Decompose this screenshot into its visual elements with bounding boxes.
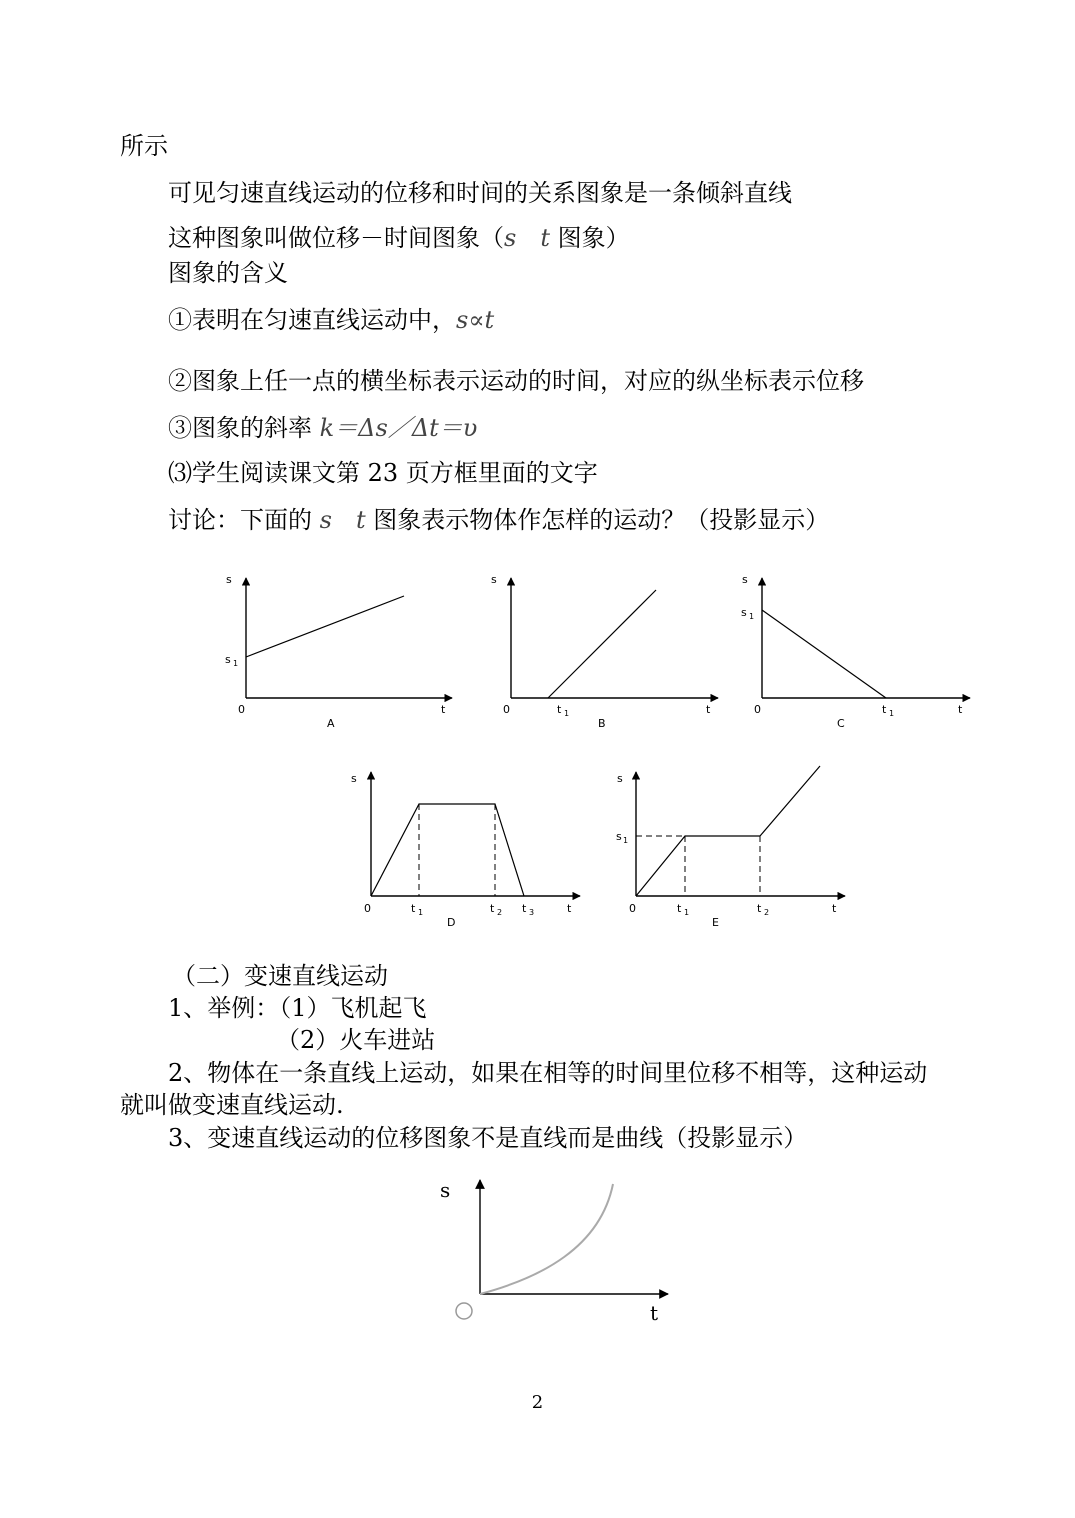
- graph-c-caption: C: [837, 717, 845, 730]
- graph-e-t2-label: t: [757, 902, 762, 915]
- graph-a-origin: 0: [238, 703, 245, 716]
- text-definition-1: 2、物体在一条直线上运动，如果在相等的时间里位移不相等，这种运动: [168, 1059, 928, 1087]
- graph-e-s1-sub: 1: [623, 836, 629, 845]
- text-discussion: 讨论：下面的 s t 图象表示物体作怎样的运动？（投影显示）: [168, 506, 830, 534]
- st-graphs-figure: [0, 560, 1075, 940]
- text-meaning-2: ②图象上任一点的横坐标表示运动的时间，对应的纵坐标表示位移: [168, 367, 864, 395]
- graph-d-t2-sub: 2: [497, 908, 503, 917]
- curve-s-label: s: [440, 1178, 451, 1202]
- graph-b-caption: B: [598, 717, 606, 730]
- graph-d-origin: 0: [364, 902, 371, 915]
- graph-a-caption: A: [327, 717, 335, 730]
- graph-d-t-label: t: [567, 902, 572, 915]
- section-variable-motion-heading: （二）变速直线运动: [172, 962, 388, 990]
- graph-e-caption: E: [712, 916, 719, 929]
- graph-d: [351, 772, 580, 929]
- curve-origin-marker: [456, 1303, 472, 1319]
- graph-d-caption: D: [447, 916, 456, 929]
- text-reading: ⑶学生阅读课文第 23 页方框里面的文字: [168, 459, 598, 487]
- graph-e-s1-label: s: [616, 830, 622, 843]
- graph-b-line: [548, 590, 656, 698]
- graph-b-origin: 0: [503, 703, 510, 716]
- graph-c-s-label: s: [742, 573, 748, 586]
- graph-c-t-label: t: [958, 703, 963, 716]
- graph-c-t1-label: t: [882, 703, 887, 716]
- graph-e-t2-sub: 2: [764, 908, 770, 917]
- graph-b-t1-sub: 1: [564, 709, 570, 718]
- graph-b-t-label: t: [706, 703, 711, 716]
- text-st-graph-name: 这种图象叫做位移－时间图象（s t 图象）: [168, 224, 630, 252]
- graph-b-s-label: s: [491, 573, 497, 586]
- graph-c-s1-label: s: [741, 606, 747, 619]
- graph-c: [741, 573, 970, 730]
- graph-d-line: [371, 804, 524, 896]
- graph-a-s1-sub: 1: [233, 659, 239, 668]
- graph-b: [491, 573, 718, 730]
- graph-e: [616, 766, 845, 929]
- graph-a-s-label: s: [226, 573, 232, 586]
- graph-c-origin: 0: [754, 703, 761, 716]
- graph-d-t2-label: t: [490, 902, 495, 915]
- text-meaning-1: ①表明在匀速直线运动中，s∝t: [168, 306, 495, 334]
- text-continuation: 所示: [120, 132, 168, 160]
- graph-e-line: [636, 766, 820, 896]
- graph-a-line: [246, 596, 404, 657]
- graph-b-t1-label: t: [557, 703, 562, 716]
- graph-a-t-label: t: [441, 703, 446, 716]
- graph-e-origin: 0: [629, 902, 636, 915]
- text-example-1: 1、举例：（1）飞机起飞: [168, 994, 427, 1022]
- text-example-2: （2）火车进站: [276, 1026, 436, 1054]
- graph-d-s-label: s: [351, 772, 357, 785]
- curve-line: [480, 1184, 613, 1294]
- graph-e-t-label: t: [832, 902, 837, 915]
- graph-a-s1-label: s: [225, 653, 231, 666]
- curve-st-graph: [420, 1168, 690, 1338]
- curve-t-label: t: [650, 1301, 659, 1325]
- graph-a: [225, 573, 452, 730]
- graph-d-t1-label: t: [411, 902, 416, 915]
- graph-e-t1-label: t: [677, 902, 682, 915]
- graph-e-s-label: s: [617, 772, 623, 785]
- text-graph-meaning: 图象的含义: [168, 259, 288, 287]
- graph-e-t1-sub: 1: [684, 908, 690, 917]
- graph-c-line: [762, 610, 886, 698]
- graph-c-t1-sub: 1: [889, 709, 895, 718]
- page-number: 2: [531, 1392, 544, 1413]
- text-uniform-motion-graph: 可见匀速直线运动的位移和时间的关系图象是一条倾斜直线: [168, 179, 792, 207]
- text-definition-2: 就叫做变速直线运动.: [120, 1091, 344, 1119]
- graph-d-t3-sub: 3: [529, 908, 535, 917]
- graph-d-t1-sub: 1: [418, 908, 424, 917]
- graph-c-s1-sub: 1: [749, 612, 755, 621]
- text-meaning-3: ③图象的斜率 k＝Δs／Δt＝υ: [168, 414, 478, 442]
- text-curve-graph: 3、变速直线运动的位移图象不是直线而是曲线（投影显示）: [168, 1124, 808, 1152]
- graph-d-t3-label: t: [522, 902, 527, 915]
